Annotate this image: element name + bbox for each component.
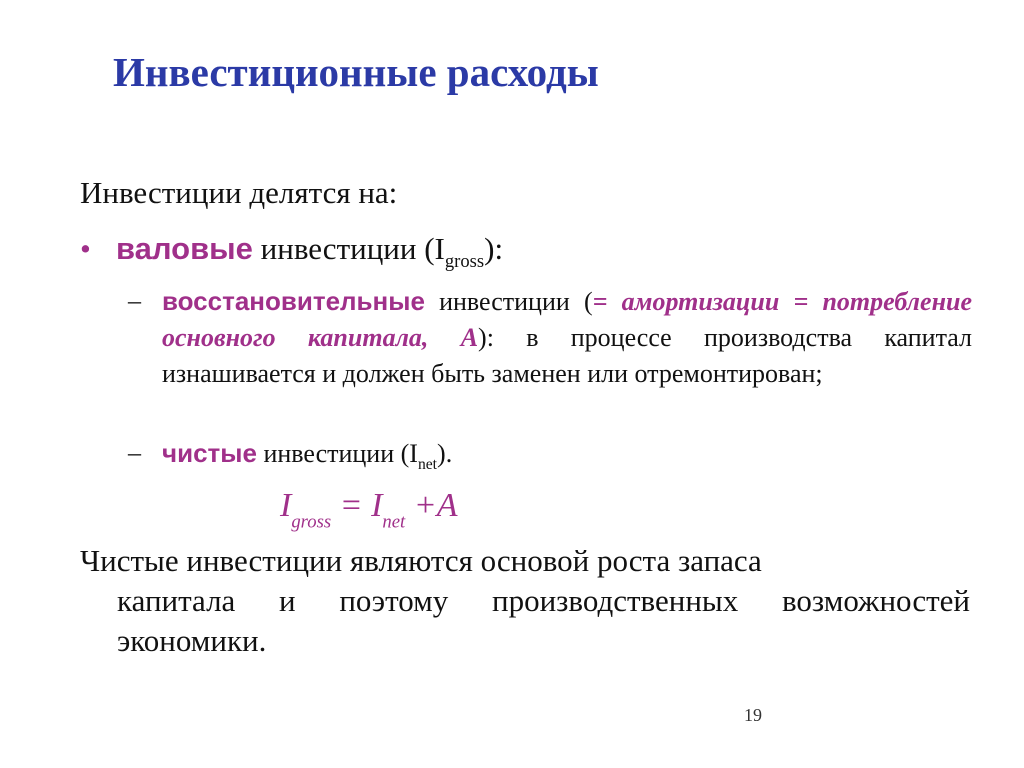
dash-marker: – — [128, 286, 141, 315]
replacement-highlight: восстановительные — [162, 286, 425, 316]
page-number: 19 — [744, 705, 762, 725]
gross-text: инвестиции ( — [252, 231, 435, 266]
formula-lhs: I — [280, 487, 292, 524]
bullet-gross-investment — [80, 229, 503, 282]
formula-equals: = — [331, 487, 372, 524]
slide-title: Инвестиционные расходы — [113, 49, 599, 95]
replacement-text-2: ): в процессе производства капитал изнашивается и должен быть заменен или отремонтирован; — [162, 323, 973, 388]
gross-highlight: валовые — [116, 231, 253, 266]
net-text: инвестиции ( — [256, 439, 410, 468]
replacement-text-1: инвестиции ( — [424, 287, 593, 316]
conclusion-text — [80, 541, 970, 661]
gross-close: ): — [484, 231, 504, 266]
net-close: ). — [437, 439, 453, 468]
formula-lhs-subscript: gross — [291, 511, 332, 533]
formula-rhs: I — [371, 487, 383, 524]
gross-subscript: gross — [444, 251, 485, 272]
dash-item-replacement — [128, 283, 972, 392]
net-symbol: I — [409, 439, 418, 468]
conclusion-continuation: капитала и поэтому производственных возможностей экономики. — [117, 583, 970, 658]
dash-item-net — [128, 435, 972, 483]
formula-tail: +A — [405, 487, 458, 524]
investment-formula — [280, 483, 457, 546]
gross-symbol: I — [434, 231, 445, 266]
depreciation-emphasis: = амортизации = потребление основного капитала, А — [162, 287, 972, 352]
intro-text: Инвестиции делятся на: — [80, 175, 398, 210]
conclusion-line-1: Чистые инвестиции являются основой роста запаса — [80, 543, 762, 578]
dash-marker: – — [128, 438, 141, 467]
net-subscript: net — [417, 456, 438, 474]
net-highlight: чистые — [162, 438, 257, 468]
formula-rhs-subscript: net — [382, 511, 406, 533]
bullet-marker: • — [80, 231, 91, 266]
